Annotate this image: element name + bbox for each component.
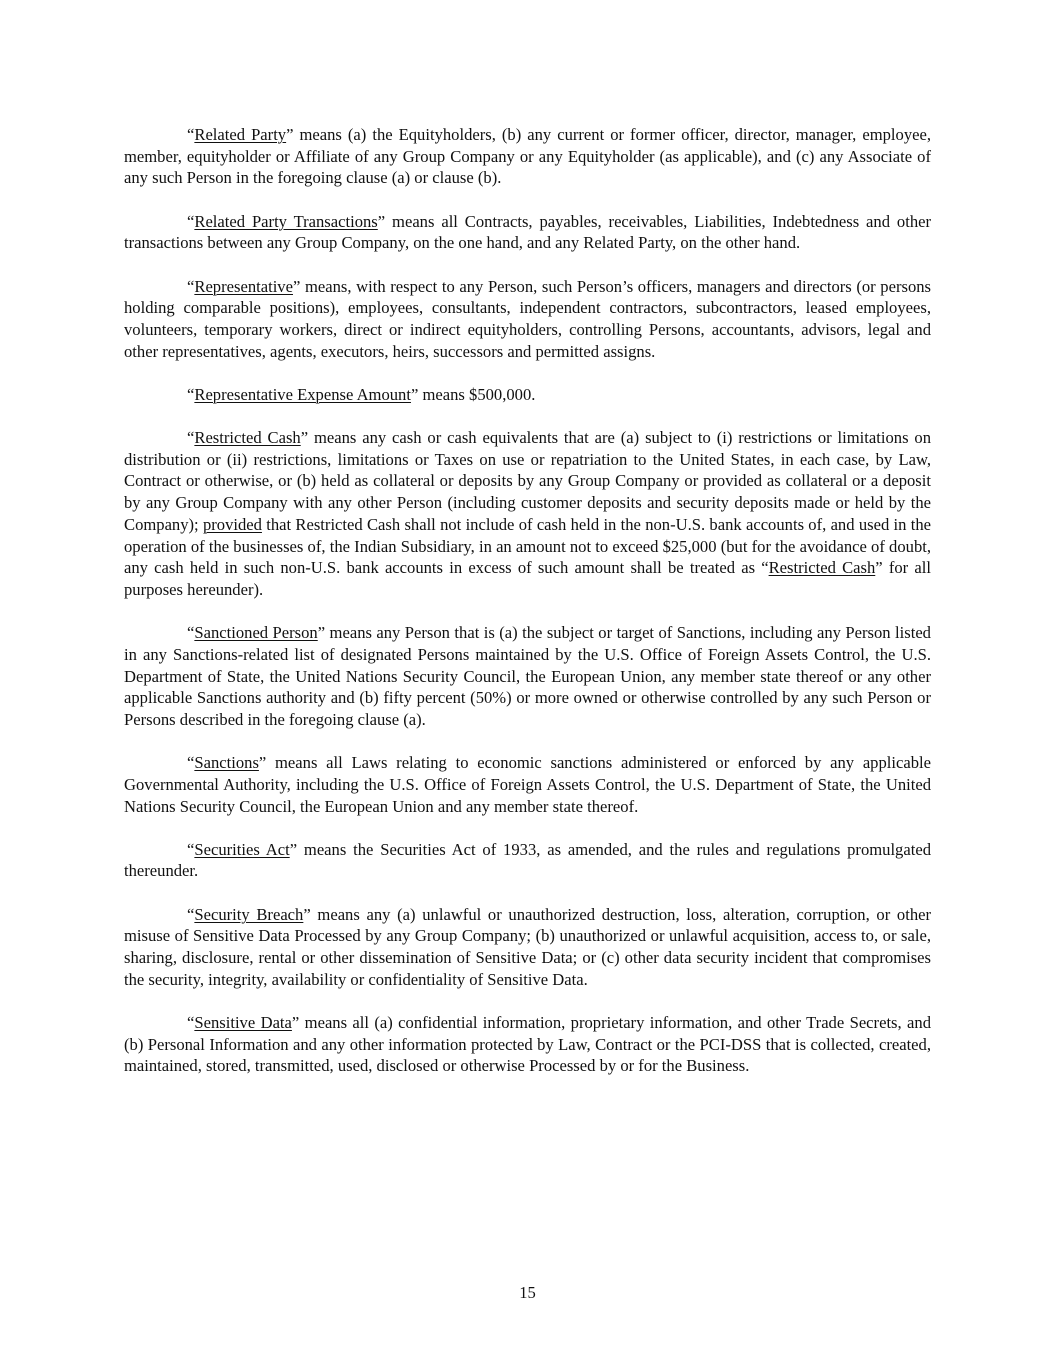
definition-sanctions: “Sanctions” means all Laws relating to economic sanctions administered or enforced by any applicable Governmental Authority, including the U.S. Office of Foreign Assets Control, the U.S. Department of State, the United Nations Security Council, the European Union and any member state thereof. [124, 753, 931, 816]
definition-text: means the Securities Act of 1933, as amended, and the rules and regulations promulgated thereunder. [124, 839, 931, 881]
definition-text: ” for all purposes hereunder). [124, 558, 931, 599]
definition-sanctioned-person: “Sanctioned Person” means any Person that is (a) the subject or target of Sanctions, including any Person listed in any Sanctions-related list of designated Persons maintained by the U.S. Office of Foreign Assets Control, the U.S. Department of State, the United Nations Security Council, the European Union, any member state thereof or any other applicable Sanctions authority and (b) fifty percent (50%) or more owned or otherwise controlled by any such Person or Persons described in the foregoing clause (a). [124, 623, 931, 729]
defined-term: Representative Expense Amount [194, 384, 411, 404]
definition-text: means all Laws relating to economic sanctions administered or enforced by any applicable Governmental Authority, including the U.S. Office of Foreign Assets Control, the U.S. Department of State, the United Nations Security Council, the European Union and any member state thereof. [124, 753, 931, 816]
defined-term: Restricted Cash [194, 428, 301, 448]
defined-term: Related Party Transactions [194, 211, 378, 231]
definition-text: means all (a) confidential information, proprietary information, and other Trade Secrets, and (b) Personal Information and any other information protected by Law, Contract or the PCI-DSS that is collected, created, maintained, stored, transmitted, used, disclosed or otherwise Processed by or for the Business. [124, 1013, 931, 1076]
definition-text: means $500,000. [418, 384, 536, 404]
inline-term-restricted-cash: Restricted Cash [768, 558, 876, 578]
definition-text: means all Contracts, payables, receivables, Liabilities, Indebtedness and other transactions between any Group Company, on the one hand, and any Related Party, on the other hand. [124, 211, 932, 253]
definition-representative: “Representative” means, with respect to any Person, such Person’s officers, managers and directors (or persons holding comparable positions), employees, consultants, independent contractors, subcontractors, leased employees, volunteers, temporary workers, direct or indirect equityholders, controlling Persons, accountants, advisors, legal and other representatives, agents, executors, heirs, successors and permitted assigns. [124, 276, 931, 361]
definition-sensitive-data: “Sensitive Data” means all (a) confidential information, proprietary information, and other Trade Secrets, and (b) Personal Information and any other information protected by Law, Contract or the PCI-DSS that is collected, created, maintained, stored, transmitted, used, disclosed or otherwise Processed by or for the Business. [124, 1013, 931, 1076]
definition-text: means any Person that is (a) the subject or target of Sanctions, including any Person listed in any Sanctions-related list of designated Persons maintained by the U.S. Office of Foreign Assets Control, the U.S. Department of State, the United Nations Security Council, the European Union, any member state thereof or any other applicable Sanctions authority and (b) fifty percent (50%) or more owned or otherwise controlled by any such Person or Persons described in the foregoing clause (a). [124, 623, 931, 729]
definition-text: that Restricted Cash shall not include of cash held in the non-U.S. bank accounts of, and used in the operation of the businesses of, the Indian Subsidiary, in an amount not to exceed $25,000 (but for the avoidance of doubt, any cash held in such non-U.S. bank accounts in excess of such amount shall be treated as “ [124, 514, 931, 578]
defined-term: Related Party [194, 125, 287, 144]
definition-security-breach: “Security Breach” means any (a) unlawful or unauthorized destruction, loss, alteration, corruption, or other misuse of Sensitive Data Processed by any Group Company; (b) unauthorized or unlawful acquisition, access to, or sale, sharing, disclosure, rental or other dissemination of Sensitive Data; or (c) other data security incident that compromises the security, integrity, availability or confidentiality of Sensitive Data. [124, 904, 932, 989]
defined-term: Security Breach [194, 904, 304, 924]
definition-related-party: “Related Party” means (a) the Equityholders, (b) any current or former officer, director, manager, employee, member, equityholder or Affiliate of any Group Company or any Equityholder (as applicable), and (c) any Associate of any such Person in the foregoing clause (a) or clause (b). [124, 125, 931, 188]
definition-text: means any cash or cash equivalents that are (a) subject to (i) restrictions or limitations on distribution or (ii) restrictions, limitations or Taxes on use or repatriation to the United States, in each case, by Law, Contract or otherwise, or (b) held as collateral or deposits by any Group Company or provided as collateral or a deposit by any Group Company with any other Person (including customer deposits and security deposits made or held by the Company); [124, 428, 931, 534]
defined-term: Representative [194, 276, 293, 296]
page-number: 15 [519, 1283, 536, 1302]
defined-term: Sensitive Data [194, 1013, 292, 1032]
defined-term: Sanctioned Person [194, 623, 318, 643]
inline-term-provided: provided [202, 514, 262, 534]
definition-text: means any (a) unlawful or unauthorized destruction, loss, alteration, corruption, or other misuse of Sensitive Data Processed by any Group Company; (b) unauthorized or unlawful acquisition, access to, or sale, sharing, disclosure, rental or other dissemination of Sensitive Data; or (c) other data security incident that compromises the security, integrity, availability or confidentiality of Sensitive Data. [124, 904, 932, 989]
definition-restricted-cash: “Restricted Cash” means any cash or cash equivalents that are (a) subject to (i) restrictions or limitations on distribution or (ii) restrictions, limitations or Taxes on use or repatriation to the United States, in each case, by Law, Contract or otherwise, or (b) held as collateral or deposits by any Group Company or provided as collateral or a deposit by any Group Company with any other Person (including customer deposits and security deposits made or held by the Company); provided that Restricted Cash shall not include of cash held in the non-U.S. bank accounts of, and used in the operation of the businesses of, the Indian Subsidiary, in an amount not to exceed $25,000 (but for the avoidance of doubt, any cash held in such non-U.S. bank accounts in excess of such amount shall be treated as “Restricted Cash” for all purposes hereunder). [124, 428, 931, 599]
definition-securities-act: “Securities Act” means the Securities Act of 1933, as amended, and the rules and regulations promulgated thereunder. [124, 839, 931, 881]
definition-representative-expense-amount: “Representative Expense Amount” means $500,000. [187, 384, 536, 404]
definition-related-party-transactions: “Related Party Transactions” means all Contracts, payables, receivables, Liabilities, Indebtedness and other transactions between any Group Company, on the one hand, and any Related Party, on the other hand. [124, 211, 932, 253]
definitions-list [124, 124, 931, 1099]
definition-text: means, with respect to any Person, such Person’s officers, managers and directors (or persons holding comparable positions), employees, consultants, independent contractors, subcontractors, leased employees, volunteers, temporary workers, direct or indirect equityholders, controlling Persons, accountants, advisors, legal and other representatives, agents, executors, heirs, successors and permitted assigns. [124, 276, 931, 361]
defined-term: Sanctions [194, 753, 259, 773]
defined-term: Securities Act [194, 839, 290, 859]
definition-text: means (a) the Equityholders, (b) any current or former officer, director, manager, employee, member, equityholder or Affiliate of any Group Company or any Equityholder (as applicable), and (c) any Associate of any such Person in the foregoing clause (a) or clause (b). [124, 125, 931, 188]
